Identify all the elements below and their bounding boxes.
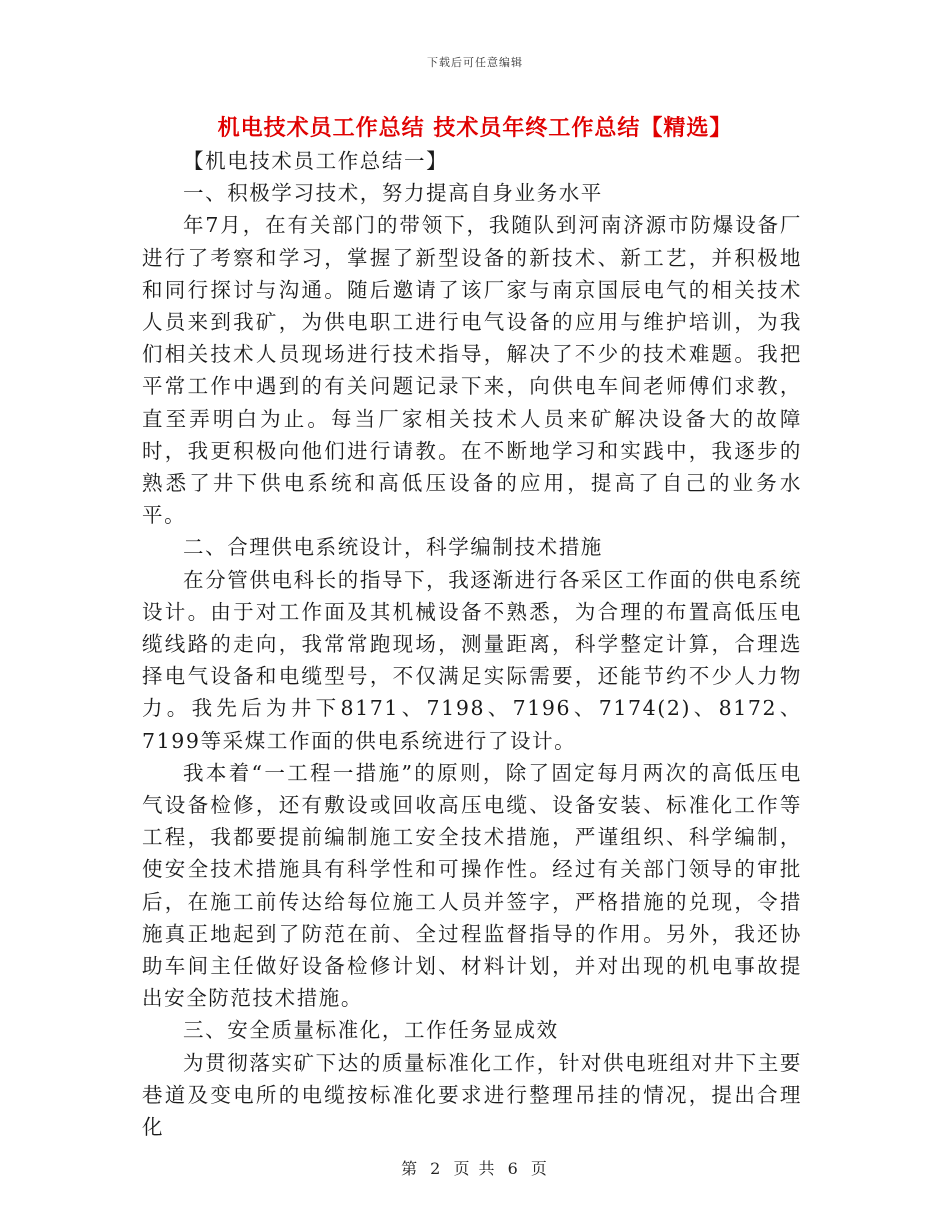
- subsection-heading: 三、安全质量标准化，工作任务显成效: [183, 1018, 559, 1043]
- footer-middle: 页 共: [453, 1159, 497, 1178]
- paragraph: 为贯彻落实矿下达的质量标准化工作，针对供电班组对井下主要巷道及变电所的电缆按标准化要求进行整理吊挂的情况，提出合理化: [142, 1050, 802, 1140]
- header-note: 下载后可任意编辑: [427, 56, 523, 69]
- footer-prefix: 第: [401, 1159, 420, 1178]
- footer-suffix: 页: [530, 1159, 549, 1178]
- document-title: 机电技术员工作总结 技术员年终工作总结【精选】: [217, 115, 733, 141]
- paragraph: 我本着“一工程一措施”的原则，除了固定每月两次的高低压电气设备检修，还有敷设或回收高压电缆、设备安装、标准化工作等工程，我都要提前编制施工安全技术措施，严谨组织、科学编制，使安全技术措施具有科学性和可操作性。经过有关部门领导的审批后，在施工前传达给每位施工人员并签字，严格措施的兑现，令措施真正地起到了防范在前、全过程监督指导的作用。另外，我还协助车间主任做好设备检修计划、材料计划，并对出现的机电事故提出安全防范技术措施。: [142, 760, 802, 1011]
- paragraph: 年7月，在有关部门的带领下，我随队到河南济源市防爆设备厂进行了考察和学习，掌握了新型设备的新技术、新工艺，并积极地和同行探讨与沟通。随后邀请了该厂家与南京国辰电气的相关技术人员来到我矿，为供电职工进行电气设备的应用与维护培训，为我们相关技术人员现场进行技术指导，解决了不少的技术难题。我把平常工作中遇到的有关问题记录下来，向供电车间老师傅们求教，直至弄明白为止。每当厂家相关技术人员来矿解决设备大的故障时，我更积极向他们进行请教。在不断地学习和实践中，我逐步的熟悉了井下供电系统和高低压设备的应用，提高了自己的业务水平。: [142, 213, 802, 528]
- paragraph: 在分管供电科长的指导下，我逐渐进行各采区工作面的供电系统设计。由于对工作面及其机械设备不熟悉，为合理的布置高低压电缆线路的走向，我常常跑现场，测量距离，科学整定计算，合理选择电气设备和电缆型号，不仅满足实际需要，还能节约不少人力物力。我先后为井下8171、7198、7196、7174(2)、8172、7199等采煤工作面的供电系统进行了设计。: [142, 567, 802, 753]
- current-page-number: 2: [430, 1159, 443, 1178]
- section-heading: 【机电技术员工作总结一】: [183, 149, 449, 173]
- document-body: [142, 145, 802, 1143]
- subsection-heading: 一、积极学习技术，努力提高自身业务水平: [183, 181, 603, 206]
- subsection-heading: 二、合理供电系统设计，科学编制技术措施: [183, 535, 603, 560]
- total-pages-number: 6: [507, 1159, 520, 1178]
- page-footer: [0, 1156, 950, 1179]
